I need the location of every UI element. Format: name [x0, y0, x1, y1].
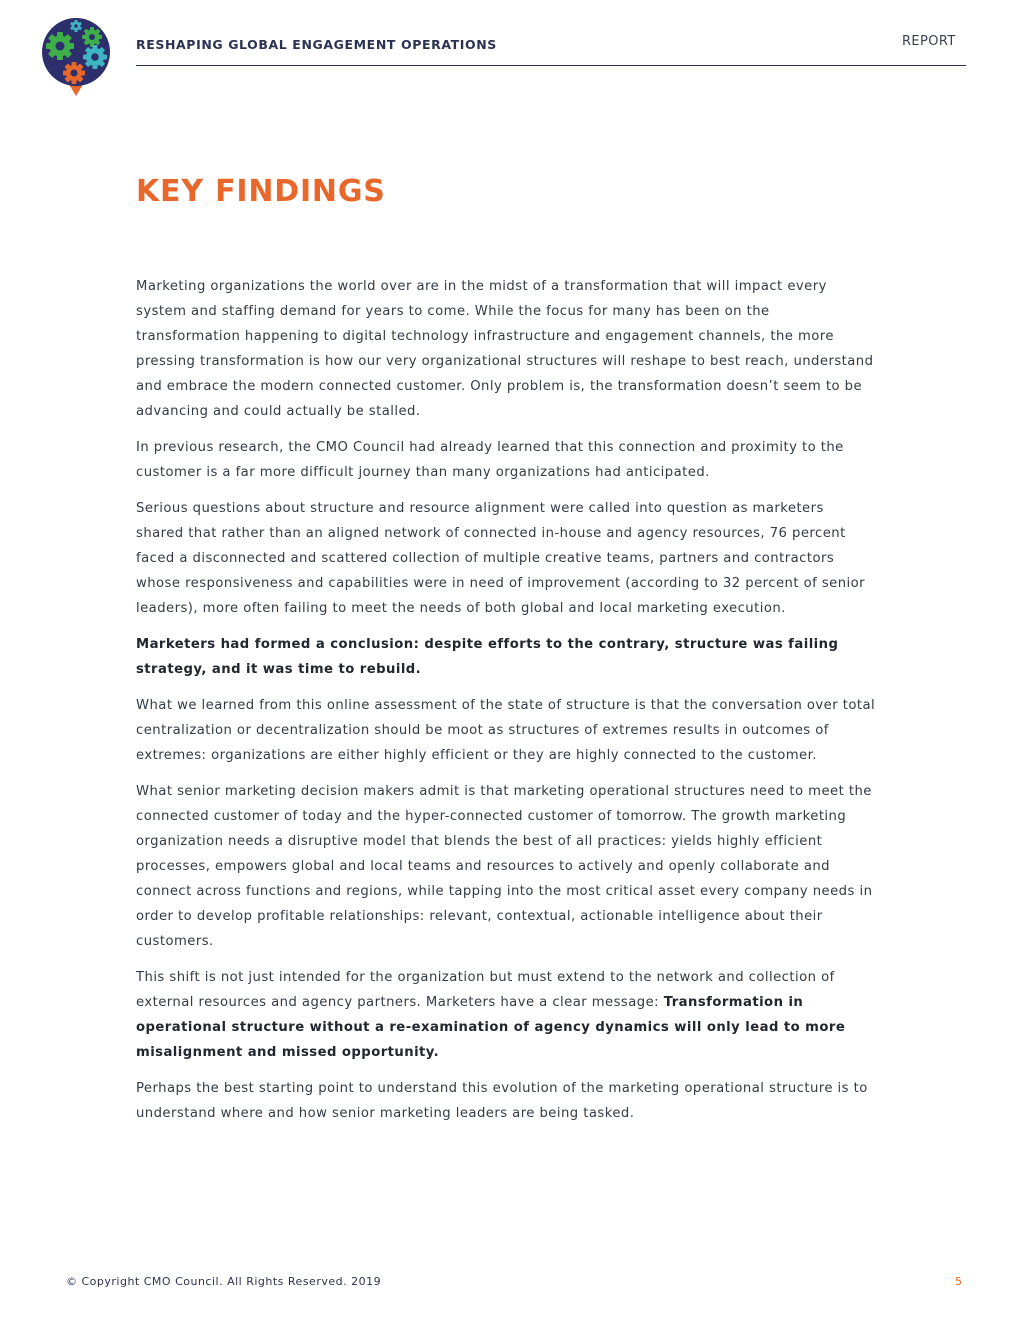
paragraph-previous-research: In previous research, the CMO Council had already learned that this connection and proximity to the customer is a far more difficult journey than many organizations had anticipated.	[136, 440, 844, 480]
paragraph-shift-emphasis: Transformation in operational structure without a re-examination of agency dynamics will only lead to more misalignment and missed opportunity.	[136, 995, 846, 1060]
green-gear-icon	[46, 32, 74, 60]
paragraph-assessment: What we learned from this online assessment of the state of structure is that the conversation over total centralization or decentralization should be moot as structures of extremes results in outcomes of extremes: organizations are either highly efficient or they are highly connected to the customer.	[136, 698, 876, 763]
page-title: KEY FINDINGS	[136, 174, 386, 209]
header-divider	[136, 65, 966, 66]
paragraph-structure-questions: Serious questions about structure and resource alignment were called into question as marketers shared that rather than an aligned network of connected in-house and agency resources, 76 percent faced a disconnected and scattered collection of multiple creative teams, partners and contractors whose responsiveness and capabilities were in need of improvement (according to 32 percent of senior leaders), more often failing to meet the needs of both global and local marketing execution.	[136, 501, 866, 616]
paragraph-intro: Marketing organizations the world over are in the midst of a transformation that will impact every system and staffing demand for years to come. While the focus for many has been on the transformation happening to digital technology infrastructure and engagement channels, the more pressing transformation is how our very organizational structures will reshape to best reach, understand and embrace the modern connected customer. Only problem is, the transformation doesn’t seem to be advancing and could actually be stalled.	[136, 279, 874, 419]
page-number: 5	[955, 1275, 962, 1288]
paragraph-shift-lead: This shift is not just intended for the organization but must extend to the network and collection of external resources and agency partners. Marketers have a clear message:	[136, 970, 835, 1010]
paragraph-shift	[136, 965, 876, 1065]
report-series-title: RESHAPING GLOBAL ENGAGEMENT OPERATIONS	[136, 37, 497, 52]
cmo-gears-logo-icon	[40, 17, 112, 97]
paragraph-starting-point: Perhaps the best starting point to understand this evolution of the marketing operational structure is to understand where and how senior marketing leaders are being tasked.	[136, 1081, 868, 1121]
teal-gear-icon	[83, 45, 107, 69]
orange-gear-icon	[63, 62, 85, 84]
body-text	[136, 274, 876, 1137]
footer-copyright: © Copyright CMO Council. All Rights Reserved. 2019	[66, 1275, 382, 1288]
paragraph-decision-makers: What senior marketing decision makers admit is that marketing operational structures need to meet the connected customer of today and the hyper-connected customer of tomorrow. The growth marketing organization needs a disruptive model that blends the best of all practices: yields highly efficient processes, empowers global and local teams and resources to actively and openly collaborate and connect across functions and regions, while tapping into the most critical asset every company needs in order to develop profitable relationships: relevant, contextual, actionable intelligence about their customers.	[136, 784, 873, 949]
report-label: REPORT	[902, 34, 956, 49]
paragraph-conclusion: Marketers had formed a conclusion: despite efforts to the contrary, structure was failing strategy, and it was time to rebuild.	[136, 637, 839, 677]
small-green-gear-icon	[82, 27, 102, 47]
